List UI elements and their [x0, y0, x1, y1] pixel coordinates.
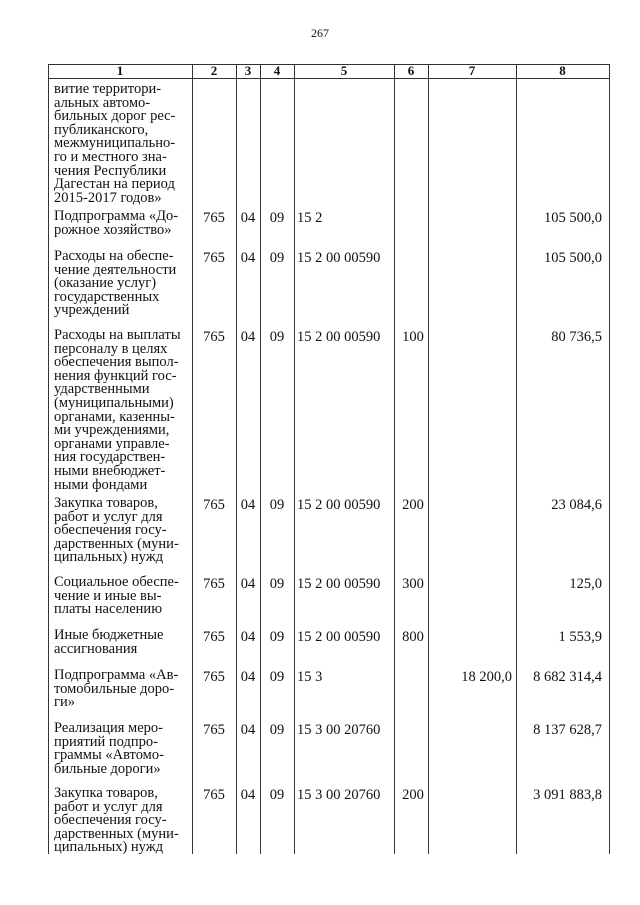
cell-expense-type: 200 [402, 787, 424, 803]
column-header: 6 [407, 63, 415, 78]
cell-ministry: 765 [203, 497, 225, 513]
cell-ministry: 765 [203, 250, 225, 266]
row-name: Подпрограмма «До- рожное хозяйство» [54, 208, 179, 238]
cell-target: 15 2 00 00590 [297, 629, 381, 645]
cell-amount: 105 500,0 [544, 210, 602, 226]
col-divider [516, 64, 517, 854]
cell-amount: 125,0 [569, 576, 602, 592]
cell-subsection: 09 [269, 629, 285, 645]
row-name: витие территори- альных автомо- бильных дорог рес- публиканского, межмуниципально- го и местного зна- чения Республики Дагестан на период 2015-2017 годов» [54, 81, 176, 206]
cell-subsection: 09 [269, 669, 285, 685]
cell-subsection: 09 [269, 497, 285, 513]
column-header: 8 [559, 63, 566, 78]
cell-ministry: 765 [203, 722, 225, 738]
cell-subsection: 09 [269, 787, 285, 803]
column-header: 4 [273, 63, 281, 78]
cell-target: 15 2 00 00590 [297, 576, 381, 592]
cell-section: 04 [240, 669, 256, 685]
cell-section: 04 [240, 722, 256, 738]
table-header-rule [48, 78, 610, 79]
page-number: 267 [311, 26, 329, 40]
budget-table [48, 64, 610, 854]
row-name: Социальное обеспе- чение и иные вы- платы населению [54, 574, 179, 618]
col-divider [192, 64, 193, 854]
row-name: Расходы на обеспе- чение деятельности (оказание услуг) государственных учреждений [54, 248, 177, 319]
cell-expense-type: 100 [402, 329, 424, 345]
cell-section: 04 [240, 576, 256, 592]
cell-amount: 8 137 628,7 [533, 722, 602, 738]
col-divider [294, 64, 295, 854]
col-divider [609, 64, 610, 854]
cell-target: 15 2 00 00590 [297, 329, 381, 345]
cell-subsection: 09 [269, 329, 285, 345]
row-name: Закупка товаров, работ и услуг для обеспечения госу- дарственных (муни- ципальных) нужд [54, 495, 179, 566]
row-name: Закупка товаров, работ и услуг для обеспечения госу- дарственных (муни- ципальных) нужд [54, 785, 179, 856]
column-header: 3 [244, 63, 252, 78]
cell-amount: 1 553,9 [558, 629, 602, 645]
column-header: 1 [116, 63, 124, 78]
cell-section: 04 [240, 497, 256, 513]
cell-ministry: 765 [203, 787, 225, 803]
row-name: Иные бюджетные ассигнования [54, 627, 164, 657]
cell-ministry: 765 [203, 629, 225, 645]
cell-target: 15 2 00 00590 [297, 250, 381, 266]
cell-section: 04 [240, 250, 256, 266]
cell-target: 15 3 00 20760 [297, 722, 381, 738]
cell-ministry: 765 [203, 669, 225, 685]
col-divider [260, 64, 261, 854]
column-header: 7 [468, 63, 476, 78]
cell-expense-type: 800 [402, 629, 424, 645]
cell-section: 04 [240, 629, 256, 645]
cell-expense-type: 300 [402, 576, 424, 592]
row-name: Подпрограмма «Ав- томобильные доро- ги» [54, 667, 179, 711]
cell-ministry: 765 [203, 576, 225, 592]
col-divider [428, 64, 429, 854]
cell-subsection: 09 [269, 576, 285, 592]
column-header: 2 [210, 63, 218, 78]
cell-section: 04 [240, 787, 256, 803]
cell-amount: 8 682 314,4 [533, 669, 602, 685]
cell-expense-type: 200 [402, 497, 424, 513]
row-name: Расходы на выплаты персоналу в целях обеспечения выпол- нения функций гос- ударственными (муниципальными) органами, казенны- ми учреждениями, органами управле- ния государствен- ными внебюджет- ными фондами [54, 327, 181, 493]
col-divider [48, 64, 49, 854]
cell-amount: 105 500,0 [544, 250, 602, 266]
cell-target: 15 2 [297, 210, 323, 226]
cell-target: 15 2 00 00590 [297, 497, 381, 513]
column-header: 5 [340, 63, 348, 78]
cell-amount-prev: 18 200,0 [461, 669, 512, 685]
cell-amount: 80 736,5 [551, 329, 602, 345]
cell-subsection: 09 [269, 722, 285, 738]
cell-amount: 23 084,6 [551, 497, 602, 513]
cell-ministry: 765 [203, 210, 225, 226]
cell-subsection: 09 [269, 250, 285, 266]
cell-target: 15 3 [297, 669, 323, 685]
cell-section: 04 [240, 329, 256, 345]
cell-section: 04 [240, 210, 256, 226]
cell-amount: 3 091 883,8 [533, 787, 602, 803]
cell-target: 15 3 00 20760 [297, 787, 381, 803]
row-name: Реализация меро- приятий подпро- граммы «Автомо- бильные дороги» [54, 720, 164, 777]
cell-subsection: 09 [269, 210, 285, 226]
cell-ministry: 765 [203, 329, 225, 345]
